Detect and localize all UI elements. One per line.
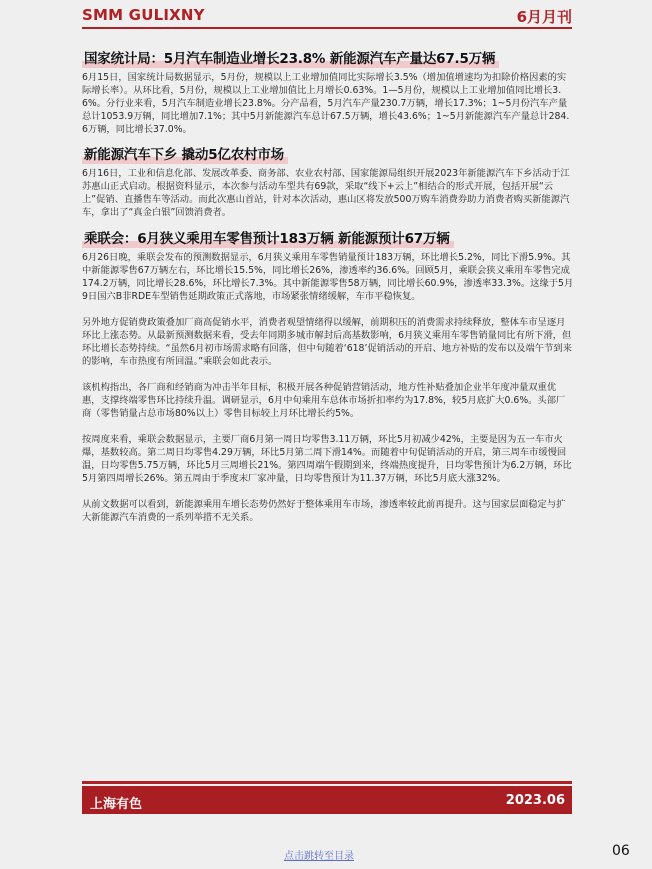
section-title: 国家统计局：5月汽车制造业增长23.8% 新能源汽车产量达67.5万辆 <box>82 50 499 68</box>
paragraph: 从前文数据可以看到，新能源乘用车增长态势仍然好于整体乘用车市场，渗透率较此前再提升。这与国家层面稳定与扩大新能源汽车消费的一系列举措不无关系。 <box>82 499 566 523</box>
toc-link[interactable]: 点击跳转至目录 <box>284 851 354 862</box>
paragraph: 按周度来看，乘联会数据显示，主要厂商6月第一周日均零售3.11万辆，环比5月初减少42%，主要是因为五一车市火爆，基数较高。第二周日均零售4.29万辆，环比5月第二周下滑14%。而随着中旬促销活动的开启，第三周车市缓慢回温，日均零售5.75万辆，环比5月三周增长21%。第四周端午假期到来，终端热度提升，日均零售预计为6.2万辆，环比5月第四周增长26%。第五周由于季度末厂家冲量，日均零售预计为11.37万辆，环比5月底大涨32%。 <box>82 434 572 484</box>
section-cpca-forecast <box>82 228 574 524</box>
article-body <box>82 48 574 524</box>
section-title: 乘联会：6月狭义乘用车零售预计183万辆 新能源预计67万辆 <box>82 230 454 248</box>
page-number: 06 <box>612 843 630 859</box>
page-header <box>82 6 572 26</box>
header-divider <box>82 27 572 29</box>
section-nev-countryside <box>82 144 574 219</box>
footer-band <box>82 786 572 814</box>
paragraph: 该机构指出，各厂商和经销商为冲击半年目标，积极开展各种促销营销活动，地方性补贴叠加企业半年度冲量双重优惠，支撑终端零售环比持续升温。调研显示，6月中旬乘用车总体市场折扣率约为17.8%，较5月底扩大0.6%。头部厂商（零售销量占总市场80%以上）零售目标较上月环比增长约5%。 <box>82 382 566 419</box>
brand-name: SMM GULIXNY <box>82 6 205 24</box>
paragraph: 另外地方促销费政策叠加厂商高促销水平，消费者观望情绪得以缓解，前期积压的消费需求持续释放，整体车市呈逐月环比上涨态势。从最新预测数据来看，受去年同期多城市解封后高基数影响，6月狭义乘用车零售销量同比有所下滑，但环比增长态势持续。“虽然6月初市场需求略有回落，但中旬随着‘618’促销活动的开启、地方补贴的发布以及端午节到来的影响，车市热度有所回温。”乘联会如此表示。 <box>82 317 572 367</box>
footer-accent-line <box>82 781 572 784</box>
section-stats-bureau <box>82 48 574 136</box>
paragraph: 6月15日，国家统计局数据显示，5月份，规模以上工业增加值同比实际增长3.5%（增加值增速均为扣除价格因素的实际增长率）。从环比看，5月份，规模以上工业增加值比上月增长0.63%。1—5月份，规模以上工业增加值同比增长3.6%。分行业来看，5月汽车制造业增长23.8%。分产品看，5月汽车产量230.7万辆，增长17.3%；1~5月份汽车产量总计1053.9万辆，同比增加7.1%；其中5月新能源汽车总计67.5万辆，增长43.6%；1~5月新能源汽车产量总计284.6万辆，同比增长37.0%。 <box>82 72 570 135</box>
section-title: 新能源汽车下乡 撬动5亿农村市场 <box>82 146 288 164</box>
paragraph: 6月26日晚，乘联会发布的预测数据显示，6月狭义乘用车零售销量预计183万辆，环比增长5.2%，同比下滑5.9%。其中新能源零售67万辆左右，环比增长15.5%，同比增长26%，渗透率约36.6%。回顾5月，乘联会狭义乘用车零售完成174.2万辆，同比增长28.6%，环比增长7.3%。其中新能源零售58万辆，同比增长60.9%，渗透率33.3%。这缘于5月9日国六B非RDE车型销售延期政策正式落地，市场紧张情绪缓解，车市平稳恢复。 <box>82 252 574 302</box>
paragraph: 6月16日，工业和信息化部、发展改革委、商务部、农业农村部、国家能源局组织开展2023年新能源汽车下乡活动于江苏惠山正式启动。根据资料显示，本次参与活动车型共有69款，采取“线下+云上”相结合的形式开展，包括开展“云上”促销、直播售车等活动。而此次惠山首站，针对本次活动，惠山区将发放500万购车消费券助力消费者购买新能源汽车，拿出了“真金白银”回馈消费者。 <box>82 168 570 218</box>
footer-date: 2023.06 <box>505 793 565 808</box>
issue-label: 6月月刊 <box>516 8 572 26</box>
footer-publisher: 上海有色 <box>90 797 143 812</box>
